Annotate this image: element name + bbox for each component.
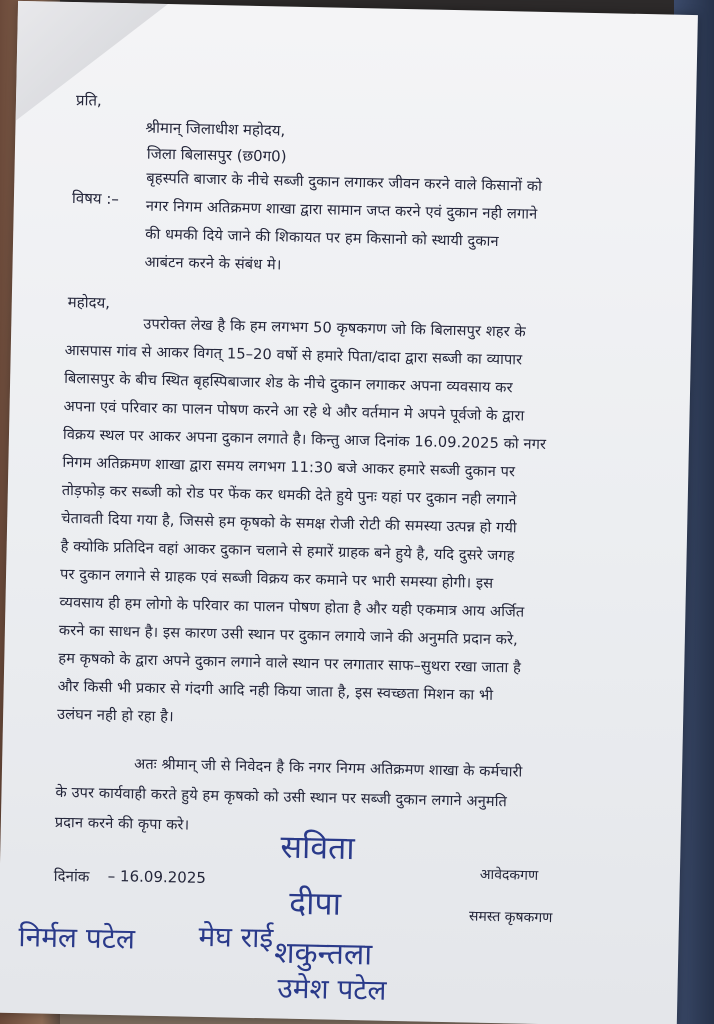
date-label: दिनांक bbox=[53, 866, 90, 886]
subject-line-3: की धमकी दिये जाने की शिकायत पर हम किसानो को स्थायी दुकान bbox=[145, 225, 499, 250]
subject-label: विषय :– bbox=[71, 189, 120, 209]
addressee-line-2: जिला बिलासपुर (छ0ग0) bbox=[146, 144, 287, 166]
subject-line-2: नगर निगम अतिक्रमण शाखा द्वारा सामान जप्त करने एवं दुकान नही लगाने bbox=[145, 197, 538, 223]
signature-1: सविता bbox=[280, 827, 356, 868]
letter-content bbox=[18, 90, 666, 1007]
prati-label: प्रति, bbox=[75, 91, 102, 110]
request-line-3: प्रदान करने की कृपा करे। bbox=[54, 813, 190, 834]
all-farmers-label: समस्त कृषकगण bbox=[468, 908, 553, 927]
body-line-10: पर दुकान लगाने से ग्राहक एवं सब्जी विक्रय कर कमाने पर भारी समस्या होगी। इस bbox=[59, 565, 494, 592]
body-line-13: हम कृषको के द्वारा अपने दुकान लगाने वाले स्थान पर लगातार साफ–सुथरा रखा जाता है bbox=[58, 649, 522, 677]
body-line-7: तोड़फोड़ कर सब्जी को रोड पर फेंक कर धमकी देते हुये पुनः यहां पर दुकान नही लगाने bbox=[61, 481, 517, 509]
addressee-line-1: श्रीमान् जिलाधीश महोदय, bbox=[145, 118, 286, 140]
signature-6: उमेश पटेल bbox=[277, 971, 387, 1007]
signature-4: मेघ राई bbox=[198, 919, 274, 955]
subject-line-4: आबंटन करने के संबंध मे। bbox=[144, 253, 282, 274]
body-line-12: करने का साधन है। इस कारण उसी स्थान पर दुकान लगाये जाने की अनुमति प्रदान करे, bbox=[58, 621, 519, 649]
salutation: महोदय, bbox=[67, 292, 111, 312]
signature-3: निर्मल पटेल bbox=[18, 920, 136, 956]
body-line-1: उपरोक्त लेख है कि हम लगभग 50 कृषकगण जो कि बिलासपुर शहर के bbox=[143, 315, 526, 341]
body-line-4: अपना एवं परिवार का पालन पोषण करने आ रहे थे और वर्तमान मे अपने पूर्वजो के द्वारा bbox=[63, 397, 525, 425]
body-line-9: है क्योकि प्रतिदिन वहां आकर दुकान चलाने से हमारें ग्राहक बने हुये है, यदि दुसरे जगह bbox=[60, 537, 515, 565]
body-line-14: और किसी भी प्रकार से गंदगी आदि नही किया जाता है, इस स्वच्छता मिशन का भी bbox=[57, 677, 494, 704]
body-line-3: बिलासपुर के बीच स्थित बृहस्पिबाजार शेड के नीचे दुकान लगाकर अपना व्यवसाय कर bbox=[63, 369, 513, 397]
applicant-label: आवेदकगण bbox=[479, 866, 539, 884]
subject-line-1: बृहस्पति बाजार के नीचे सब्जी दुकान लगाकर जीवन करने वाले किसानों को bbox=[146, 169, 543, 195]
body-line-2: आसपास गांव से आकर विगत् 15–20 वर्षो से हमारे पिता/दादा द्वारा सब्जी का व्यापार bbox=[64, 341, 523, 369]
body-line-5: विक्रय स्थल पर आकर अपना दुकान लगाते है। किन्तु आज दिनांक 16.09.2025 को नगर bbox=[62, 425, 547, 454]
signature-2: दीपा bbox=[288, 883, 342, 923]
letter-sheet bbox=[0, 1, 698, 1024]
body-line-15: उलंघन नही हो रहा है। bbox=[56, 705, 174, 726]
request-line-1: अतः श्रीमान् जी से निवेदन है कि नगर निगम अतिक्रमण शाखा के कर्मचारी bbox=[133, 755, 523, 781]
body-line-11: व्यवसाय ही हम लोगो के परिवार का पालन पोषण होता है और यही एकमात्र आय अर्जित bbox=[59, 593, 525, 621]
body-line-8: चेतावती दिया गया है, जिससे हम कृषको के समक्ष रोजी रोटी की समस्या उत्पन्न हो गयी bbox=[61, 509, 517, 537]
signature-5: शकुन्तला bbox=[273, 935, 373, 973]
date-value: – 16.09.2025 bbox=[107, 866, 207, 888]
request-line-2: के उपर कार्यवाही करते हुये हम कृषको को उसी स्थान पर सब्जी दुकान लगाने अनुमति bbox=[55, 783, 508, 811]
body-line-6: निगम अतिक्रमण शाखा द्वारा समय लगभग 11:30 बजे आकर हमारे सब्जी दुकान पर bbox=[62, 453, 516, 481]
